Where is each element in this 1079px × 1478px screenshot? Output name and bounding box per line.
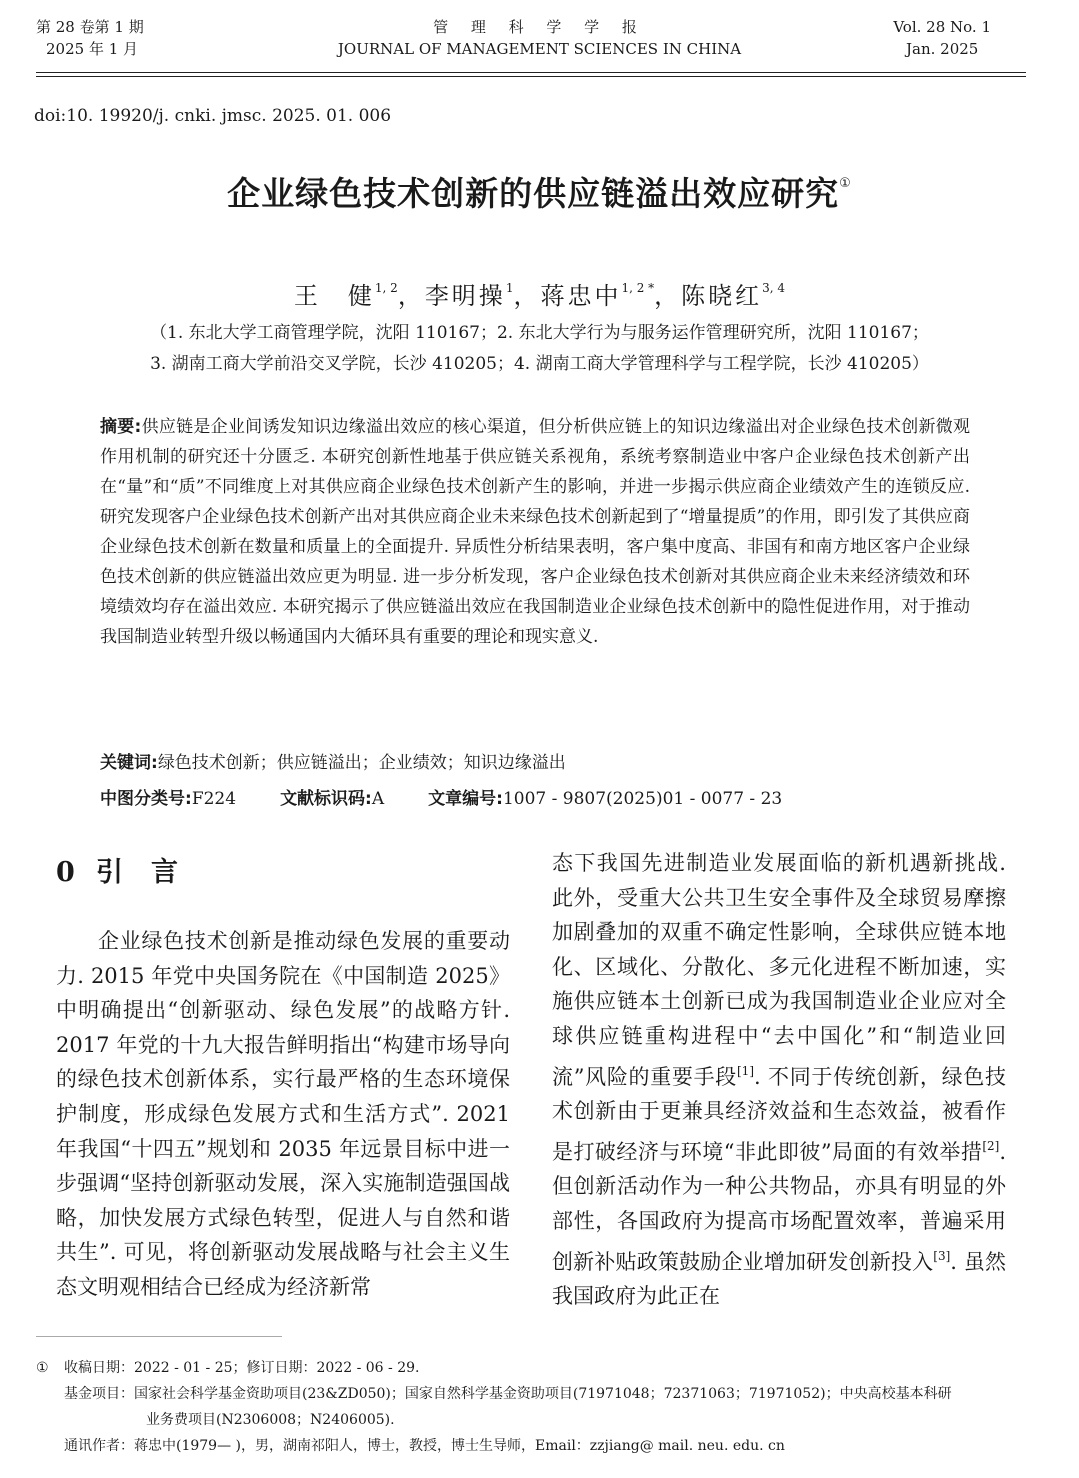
body-text: 态下我国先进制造业发展面临的新机遇新挑战. 此外，受重大公共卫生安全事件及全球贸易摩擦加剧叠加的双重不确定性影响，全球供应链本地化、区域化、分散化、多元化进程不断加速，实施供应链本土创新已成为我国制造业企业应对全球供应链重构进程中“去中国化”和“制造业回流”风险的重要手段 xyxy=(552,851,1006,1089)
paper-title xyxy=(0,168,1079,215)
header-date: 2025 年 1 月 xyxy=(46,40,139,58)
doc-code-value: A xyxy=(371,789,385,809)
author-affiliation-mark: 3, 4 xyxy=(762,281,786,295)
keywords xyxy=(100,748,566,773)
footnote-funding xyxy=(64,1381,1024,1433)
journal-name-cn: 管 理 科 学 学 报 xyxy=(433,18,646,36)
header-volume-en xyxy=(893,16,991,60)
body-column-right xyxy=(552,846,1006,1314)
journal-name-en: JOURNAL OF MANAGEMENT SCIENCES IN CHINA xyxy=(337,40,742,58)
body-text: . 但创新活动作为一种公共物品，亦具有明显的外部性，各国政府为提高市场配置效率，普遍采用创新补贴政策鼓励企业增加研发创新投入 xyxy=(552,1139,1006,1274)
author-affiliation-mark: 1, 2 * xyxy=(621,281,655,295)
footnote-funding-line-1: 基金项目：国家社会科学基金资助项目(23&ZD050)；国家自然科学基金资助项目(71971048；72371063；71971052)；中央高校基本科研 xyxy=(64,1386,952,1402)
header-volume: 第 28 卷第 1 期 xyxy=(36,18,144,36)
clc-value: F224 xyxy=(191,789,237,809)
classification-line xyxy=(100,784,782,809)
citation-ref[interactable]: [2] xyxy=(982,1138,1000,1153)
author-name: 王 健 xyxy=(293,282,375,310)
header-rule xyxy=(36,72,1026,73)
footnote-received-text: 收稿日期：2022 - 01 - 25；修订日期：2022 - 06 - 29. xyxy=(64,1360,420,1376)
body-column-left: 企业绿色技术创新是推动绿色发展的重要动力. 2015 年党中央国务院在《中国制造 2025》中明确提出“创新驱动、绿色发展”的战略方针. 2017 年党的十九大报告鲜明指出“构建市场导向的绿色技术创新体系，实行最严格的生态环境保护制度，形成绿色发展方式和生活方式”. 2021 年我国“十四五”规划和 2035 年远景目标中进一步强调“坚持创新驱动发展，深入实施制造强国战略，加快发展方式绿色转型，促进人与自然和谐共生”. 可见，将创新驱动发展战略与社会主义生态文明观相结合已经成为经济新常 xyxy=(56,929,510,1299)
doi[interactable]: doi:10. 19920/j. cnki. jmsc. 2025. 01. 006 xyxy=(34,106,392,126)
author-affiliation-mark: 1 xyxy=(505,281,514,295)
author-separator: ， xyxy=(654,282,682,310)
abstract-label: 摘要: xyxy=(100,417,142,437)
affiliations-line-2: 3. 湖南工商大学前沿交叉学院，长沙 410205；4. 湖南工商大学管理科学与工程学院，长沙 410205） xyxy=(150,354,929,374)
author-separator: ， xyxy=(513,282,541,310)
citation-ref[interactable]: [1] xyxy=(737,1063,754,1078)
section-number: 0 xyxy=(56,857,75,888)
section-heading xyxy=(56,850,206,889)
header-month: Jan. 2025 xyxy=(906,40,979,58)
abstract xyxy=(100,412,970,652)
body-text: . 虽然我国政府为此正在 xyxy=(552,1249,1006,1309)
footnote-corresponding-author: 通讯作者：蒋忠中(1979— )，男，湖南祁阳人，博士，教授，博士生导师，Email：zzjiang@ mail. neu. edu. cn xyxy=(64,1438,785,1454)
author-separator: ， xyxy=(397,282,425,310)
header-vol-no: Vol. 28 No. 1 xyxy=(893,18,991,36)
keywords-text: 绿色技术创新；供应链溢出；企业绩效；知识边缘溢出 xyxy=(157,753,566,773)
header-rule-thin xyxy=(36,76,1026,77)
body-text: . 不同于传统创新，绿色技术创新由于更兼具经济效益和生态效益，被看作是打破经济与环境“非此即彼”局面的有效举措 xyxy=(552,1064,1006,1164)
article-number-value: 1007 - 9807(2025)01 - 0077 - 23 xyxy=(502,789,783,809)
footnote-funding-line-2: 业务费项目(N2306008；N2406005). xyxy=(146,1412,395,1428)
author-name: 陈晓红 xyxy=(681,282,763,310)
doc-code-label: 文献标识码: xyxy=(280,789,372,809)
footnote-received xyxy=(36,1355,420,1381)
title-footnote-mark[interactable]: ① xyxy=(839,176,852,191)
clc-label: 中图分类号: xyxy=(100,789,192,809)
title-text: 企业绿色技术创新的供应链溢出效应研究 xyxy=(227,174,840,213)
section-title: 引言 xyxy=(96,857,206,888)
author-affiliation-mark: 1, 2 xyxy=(374,281,398,295)
footnote-mark: ① xyxy=(36,1360,49,1376)
article-number-label: 文章编号: xyxy=(428,789,503,809)
footnote-rule xyxy=(36,1336,282,1337)
affiliations-line-1: （1. 东北大学工商管理学院，沈阳 110167；2. 东北大学行为与服务运作管理研究所，沈阳 110167； xyxy=(150,323,929,343)
author-name: 李明操 xyxy=(424,282,506,310)
author-name: 蒋忠中 xyxy=(540,282,622,310)
keywords-label: 关键词: xyxy=(100,753,158,773)
abstract-text: 供应链是企业间诱发知识边缘溢出效应的核心渠道，但分析供应链上的知识边缘溢出对企业绿色技术创新微观作用机制的研究还十分匮乏. 本研究创新性地基于供应链关系视角，系统考察制造业中客户企业绿色技术创新产出在“量”和“质”不同维度上对其供应商企业绿色技术创新产生的影响，并进一步揭示供应商企业绩效产生的连锁反应. 研究发现客户企业绿色技术创新产出对其供应商企业未来绿色技术创新起到了“增量提质”的作用，即引发了其供应商企业绿色技术创新在数量和质量上的全面提升. 异质性分析结果表明，客户集中度高、非国有和南方地区客户企业绿色技术创新的供应链溢出效应更为明显. 进一步分析发现，客户企业绿色技术创新对其供应商企业未来经济绩效和环境绩效均存在溢出效应. 本研究揭示了供应链溢出效应在我国制造业企业绿色技术创新中的隐性促进作用，对于推动我国制造业转型升级以畅通国内大循环具有重要的理论和现实意义. xyxy=(100,417,970,647)
author-list xyxy=(0,276,1079,311)
citation-ref[interactable]: [3] xyxy=(933,1248,951,1263)
